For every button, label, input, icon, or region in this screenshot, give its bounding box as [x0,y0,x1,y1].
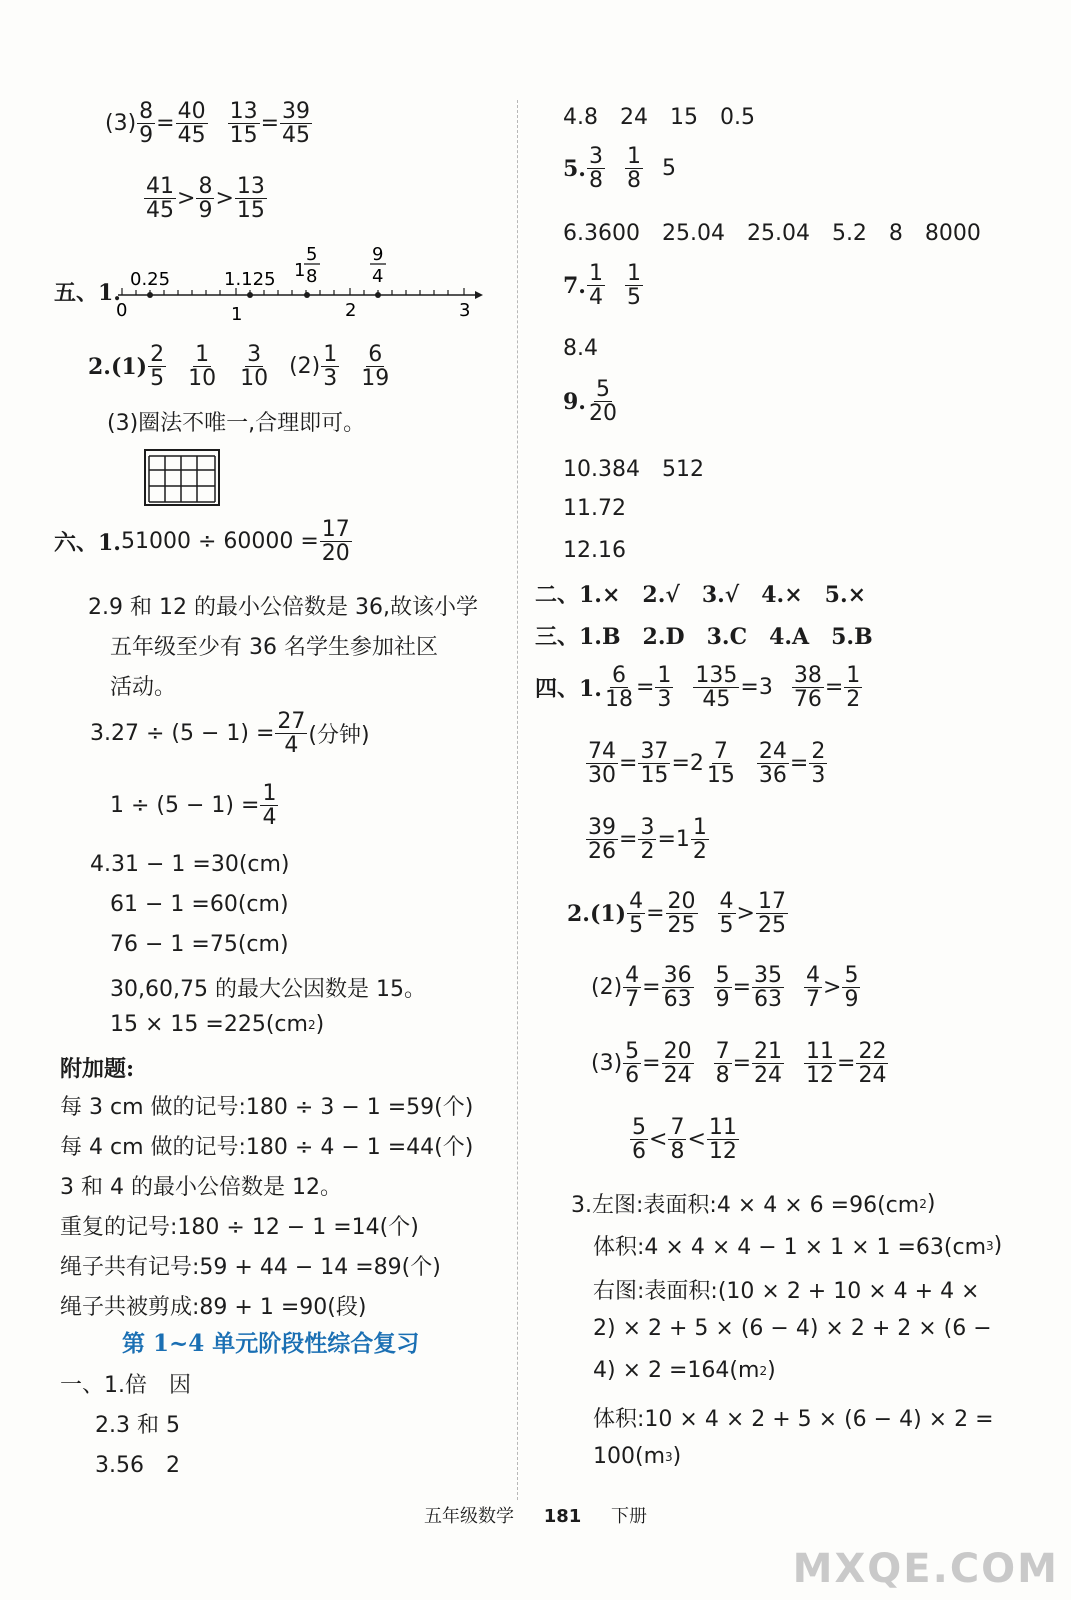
expression: 1 ÷ (5 − 1) = [110,793,260,819]
nl-label-1125: 1.125 [224,269,276,290]
nl-tick-0: 0 [116,300,128,320]
extra-l2: 每 4 cm 做的记号:180 ÷ 4 − 1 =44(个) [60,1135,474,1160]
column-divider [517,100,518,1500]
section-6-q4-l1: 4.31 − 1 =30(cm) [90,852,290,877]
fraction: $\frac{4}{7}$ [625,963,640,1013]
fraction: $\frac{1}{10}$ [188,342,217,392]
watermark: MXQE.COM [792,1546,1059,1592]
footer-volume: 下册 [611,1506,648,1527]
nl-label-4: 4 [372,266,384,287]
right-q3-l1: 3.左图:表面积:4 × 4 × 6 =96(cm 2 ) [571,1191,936,1218]
review-q3: 3.56 2 [95,1453,180,1478]
section-6-q2-l1: 2.9 和 12 的最小公倍数是 36,故该小学 [88,595,478,620]
fraction: $\frac{4}{5}$ [629,889,644,939]
right-section-4-q2c: (3) $\frac{5}{6}$ = $\frac{20}{24}$ $\frac{7}{8}$ = $\frac{21}{24}$ $\frac{11}{12}$ = $\frac{22}{24}$ [591,1039,887,1089]
right-q3-l3: 右图:表面积:(10 × 2 + 10 × 4 + 4 × [593,1279,980,1304]
fraction: $\frac{2}{5}$ [150,342,165,392]
right-q3-l2: 体积:4 × 4 × 4 − 1 × 1 × 1 =63(cm 3 ) [593,1233,1003,1260]
fraction: $\frac{1}{2}$ [846,663,861,713]
footer-grade: 五年级数学 [423,1506,514,1527]
point-1-5-8 [304,292,310,298]
fraction: $\frac{135}{45}$ [695,663,738,713]
nl-label-025: 0.25 [130,269,171,290]
fraction: $\frac{5}{9}$ [715,963,730,1013]
fraction: $\frac{41}{45}$ [146,174,174,224]
review-q2: 2.3 和 5 [95,1413,180,1438]
point-9-4 [375,292,381,298]
fraction: $\frac{7}{8}$ [670,1115,685,1165]
nl-tick-1: 1 [231,304,243,320]
fraction: $\frac{24}{36}$ [758,739,787,789]
point-1-125 [247,292,253,298]
section-5-label: 五、1. [54,280,121,306]
expression: 51000 ÷ 60000 = [120,529,319,555]
grid-figure [143,448,223,508]
section-6-q3b [110,782,279,829]
left-line-3: (3) $\frac{8}{9}$ = $\frac{40}{45}$ $\frac{13}{15}$ = $\frac{39}{45}$ [105,99,311,149]
right-q6: 6.3600 25.04 25.04 5.2 8 8000 [563,221,981,246]
extra-l4: 重复的记号:180 ÷ 12 − 1 =14(个) [60,1215,419,1240]
right-section-4-q2b: (2) $\frac{4}{7}$ = $\frac{36}{63}$ $\frac{5}{9}$ = $\frac{35}{63}$ $\frac{4}{7}$ > $\frac{5}{9}$ [591,963,859,1013]
label: (2) [289,354,321,380]
fraction: $\frac{7}{8}$ [715,1039,730,1089]
extra-l1: 每 3 cm 做的记号:180 ÷ 3 − 1 =59(个) [60,1095,474,1120]
fraction: $\frac{1}{4}$ [262,781,277,831]
fraction: $\frac{17}{25}$ [757,889,786,939]
right-column [525,0,1065,1520]
fraction: $\frac{3}{2}$ [640,815,655,865]
expression: 3.27 ÷ (5 − 1) = [90,721,275,747]
fraction: $\frac{5}{20}$ [588,377,617,427]
fraction: $\frac{36}{63}$ [663,963,692,1013]
label: (3) [105,111,137,137]
section-6-q1 [54,518,353,565]
footer-page-number: 181 [543,1506,582,1527]
label: 六、1. [54,530,121,557]
fraction: $\frac{40}{45}$ [177,99,206,149]
fraction: $\frac{11}{12}$ [806,1039,835,1089]
right-q5: 5. $\frac{3}{8}$ $\frac{1}{8}$ 5 [563,144,676,194]
nl-label-den: 8 [306,266,318,287]
extra-title: 附加题: [60,1056,135,1082]
fraction: $\frac{4}{7}$ [806,963,821,1013]
fraction: $\frac{2}{3}$ [811,739,826,789]
right-q3-l5: 4) × 2 =164(m 2 ) [593,1358,776,1383]
fraction: $\frac{17}{20}$ [321,517,350,567]
right-q9: 9. $\frac{5}{20}$ [563,377,617,427]
section-5-q3: (3)圈法不唯一,合理即可。 [107,411,366,436]
fraction: $\frac{3}{10}$ [240,342,269,392]
fraction: $\frac{4}{5}$ [719,889,734,939]
fraction: $\frac{1}{2}$ [692,815,707,865]
right-section-4-q1a: 四、1. $\frac{6}{18}$ = $\frac{1}{3}$ $\frac{135}{45}$ =3 $\frac{38}{76}$ = $\frac{1}{2}$ [535,663,861,713]
right-q11: 11.72 [563,496,626,521]
right-q4: 4.8 24 15 0.5 [563,105,755,130]
fraction: $\frac{1}{8}$ [626,144,641,194]
fraction: $\frac{13}{15}$ [229,99,258,149]
fraction: $\frac{21}{24}$ [754,1039,783,1089]
section-6-q4-l3: 76 − 1 =75(cm) [110,932,289,957]
fraction: $\frac{6}{18}$ [604,663,633,713]
fraction: $\frac{1}{5}$ [626,261,641,311]
review-title: 第 1~4 单元阶段性综合复习 [122,1330,420,1357]
right-q7: 7. $\frac{1}{4}$ $\frac{1}{5}$ [563,261,641,311]
extra-l5: 绳子共有记号:59 + 44 − 14 =89(个) [60,1255,441,1280]
fraction: $\frac{6}{19}$ [361,342,390,392]
right-q12: 12.16 [563,538,626,563]
right-q3-l7: 100(m 3 ) [593,1444,682,1469]
fraction: $\frac{22}{24}$ [858,1039,887,1089]
nl-tick-3: 3 [459,300,471,320]
extra-l3: 3 和 4 的最小公倍数是 12。 [60,1175,342,1200]
extra-l6: 绳子共被剪成:89 + 1 =90(段) [60,1295,367,1320]
left-line-4: $\frac{41}{45}$ > $\frac{8}{9}$ > $\frac{13}{15}$ [146,174,265,224]
right-section-4-q1c: $\frac{39}{26}$ = $\frac{3}{2}$ =1 $\frac{1}{2}$ [588,815,707,865]
nl-tick-2: 2 [345,300,357,320]
fraction: $\frac{74}{30}$ [588,739,616,789]
section-6-q4-l4: 30,60,75 的最大公因数是 15。 [110,977,426,1002]
fraction: $\frac{20}{24}$ [663,1039,692,1089]
fraction: $\frac{37}{15}$ [640,739,669,789]
fraction: $\frac{20}{25}$ [667,889,696,939]
section-5-q2 [88,343,392,390]
fraction: $\frac{11}{12}$ [708,1115,737,1165]
unit: (分钟) [308,723,370,749]
right-section-3: 三、1.B 2.D 3.C 4.A 5.B [535,624,873,650]
fraction: $\frac{8}{9}$ [139,99,154,149]
section-6-q4-l5: 15 × 15 =225(cm 2 ) [110,1012,325,1037]
fraction: $\frac{1}{4}$ [588,261,603,311]
fraction: $\frac{8}{9}$ [198,174,213,224]
right-section-4-q2a: 2.(1) $\frac{4}{5}$ = $\frac{20}{25}$ $\frac{4}{5}$ > $\frac{17}{25}$ [567,889,786,939]
fraction: $\frac{13}{15}$ [236,174,265,224]
section-6-q2-l3: 活动。 [110,675,177,700]
right-section-4-q1b: $\frac{74}{30}$ = $\frac{37}{15}$ =2 $\frac{7}{15}$ $\frac{24}{36}$ = $\frac{2}{3}$ [588,739,826,789]
fraction: $\frac{7}{15}$ [706,739,735,789]
fraction: $\frac{39}{45}$ [282,99,311,149]
number-line [100,240,500,320]
right-q3-l4: 2) × 2 + 5 × (6 − 4) × 2 + 2 × (6 − [593,1316,992,1341]
right-q3-l6: 体积:10 × 4 × 2 + 5 × (6 − 4) × 2 = [593,1407,994,1432]
left-column [0,0,510,1520]
section-6-q2-l2: 五年级至少有 36 名学生参加社区 [110,635,438,660]
nl-label-9: 9 [372,244,384,265]
fraction: $\frac{5}{9}$ [844,963,859,1013]
fraction: $\frac{27}{4}$ [277,709,306,759]
fraction: $\frac{1}{3}$ [657,663,672,713]
nl-label-num: 5 [306,244,318,265]
fraction: $\frac{5}{6}$ [625,1039,640,1089]
fraction: $\frac{1}{3}$ [323,342,338,392]
point-0-25 [147,292,153,298]
section-6-q4-l2: 61 − 1 =60(cm) [110,892,289,917]
review-q1: 一、1.倍 因 [60,1373,191,1398]
right-section-4-q2d: $\frac{5}{6}$ < $\frac{7}{8}$ < $\frac{11}{12}$ [632,1115,737,1165]
label: 2.(1) [88,353,148,380]
nl-label-whole: 1 [294,260,306,281]
fraction: $\frac{5}{6}$ [632,1115,646,1165]
right-q8: 8.4 [563,336,598,361]
right-section-2: 二、1.× 2.√ 3.√ 4.× 5.× [535,582,867,608]
right-q10: 10.384 512 [563,457,704,482]
fraction: $\frac{35}{63}$ [754,963,783,1013]
fraction: $\frac{3}{8}$ [588,144,603,194]
fraction: $\frac{39}{26}$ [588,815,616,865]
fraction: $\frac{38}{76}$ [793,663,822,713]
section-6-q3 [90,710,370,757]
page-footer [0,1502,1071,1528]
